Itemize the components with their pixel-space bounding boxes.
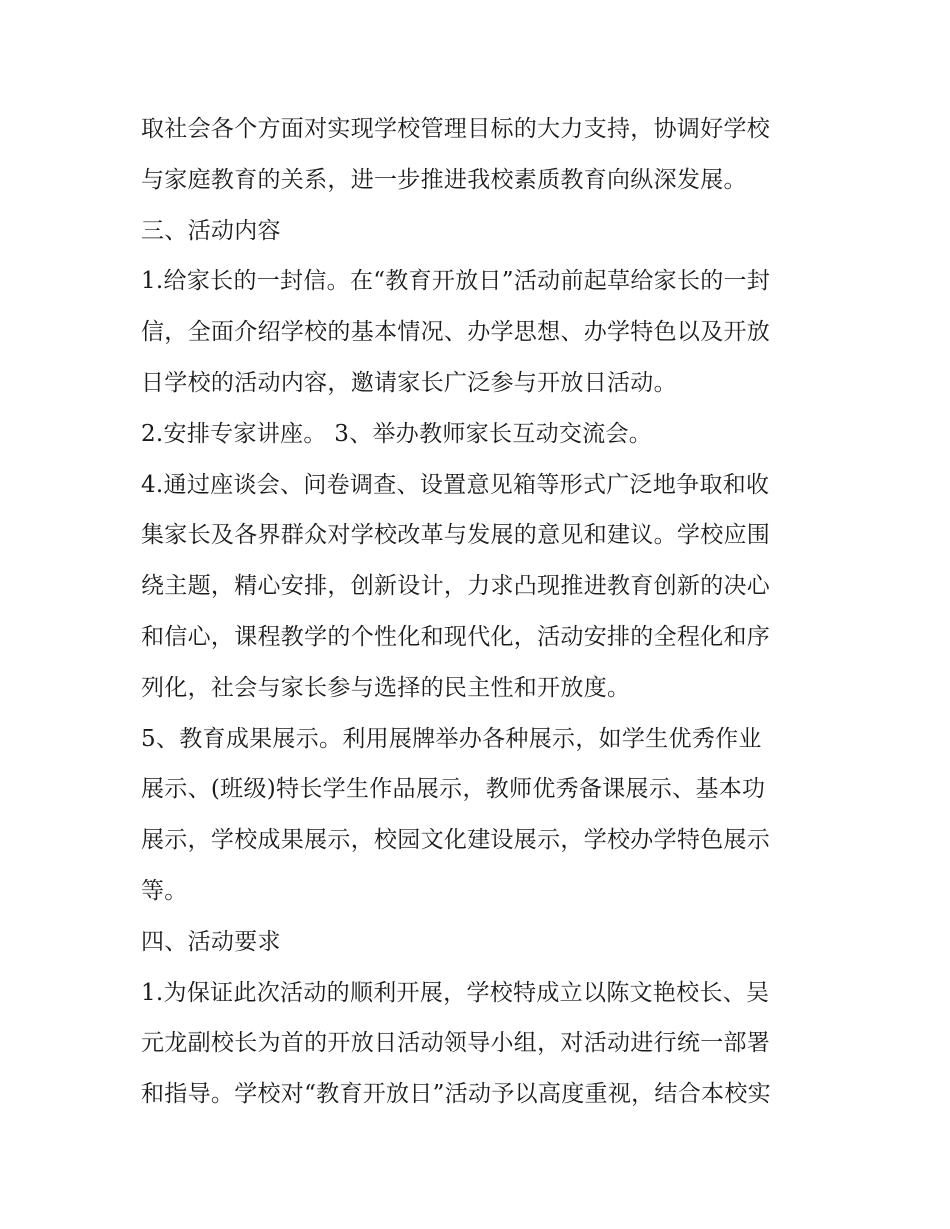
- paragraph-line: 绕主题，精心安排，创新设计，力求凸现推进教育创新的决心: [141, 573, 771, 600]
- section-heading: 四、活动要求: [141, 928, 281, 955]
- paragraph-line: 和信心，课程教学的个性化和现代化，活动安排的全程化和序: [141, 623, 771, 650]
- paragraph-line: 等。: [141, 877, 188, 904]
- paragraph-line: 1.为保证此次活动的顺利开展，学校特成立以陈文艳校长、吴: [141, 979, 770, 1006]
- paragraph-line: 与家庭教育的关系，进一步推进我校素质教育向纵深发展。: [141, 166, 747, 193]
- document-body: [141, 104, 821, 1120]
- paragraph-line: 集家长及各界群众对学校改革与发展的意见和建议。学校应围: [141, 522, 771, 549]
- paragraph-line: 取社会各个方面对实现学校管理目标的大力支持，协调好学校: [141, 116, 771, 142]
- paragraph-line: 5、教育成果展示。利用展牌举办各种展示，如学生优秀作业: [141, 725, 762, 752]
- paragraph-line: 1.给家长的一封信。在“教育开放日”活动前起草给家长的一封: [141, 268, 771, 295]
- paragraph-line: 和指导。学校对“教育开放日”活动予以高度重视，结合本校实: [141, 1081, 771, 1108]
- paragraph-line: 列化，社会与家长参与选择的民主性和开放度。: [141, 674, 631, 701]
- section-heading: 三、活动内容: [141, 217, 281, 244]
- paragraph-line: 展示、(班级)特长学生作品展示，教师优秀备课展示、基本功: [141, 776, 766, 803]
- paragraph-line: 2.安排专家讲座。 3、举办教师家长互动交流会。: [141, 420, 653, 447]
- paragraph-line: 展示，学校成果展示，校园文化建设展示，学校办学特色展示: [141, 827, 771, 854]
- paragraph-line: 4.通过座谈会、问卷调查、设置意见箱等形式广泛地争取和收: [141, 471, 770, 498]
- paragraph-line: 元龙副校长为首的开放日活动领导小组，对活动进行统一部署: [141, 1030, 771, 1057]
- paragraph-line: 日学校的活动内容，邀请家长广泛参与开放日活动。: [141, 369, 677, 396]
- paragraph-line: 信，全面介绍学校的基本情况、办学思想、办学特色以及开放: [141, 319, 771, 346]
